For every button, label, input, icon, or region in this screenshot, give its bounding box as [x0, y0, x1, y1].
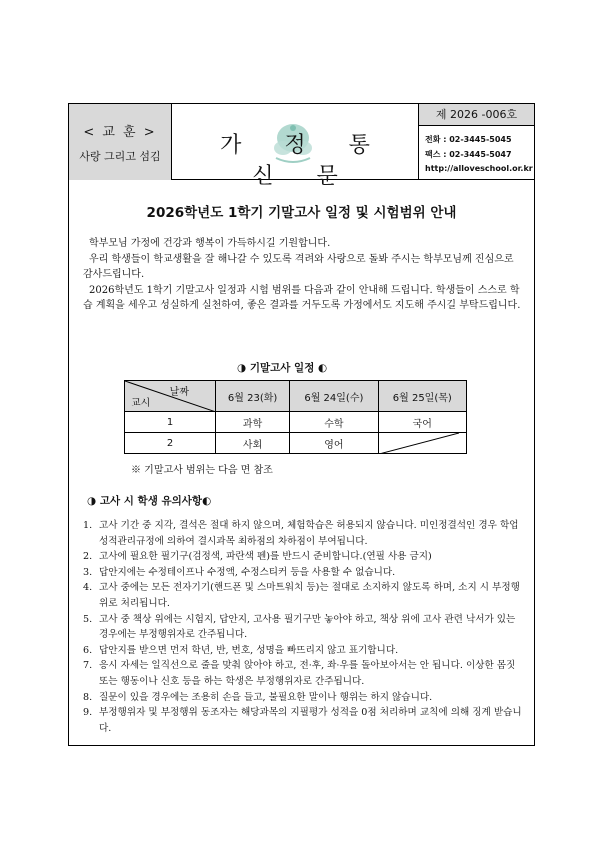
- list-item-number: 2.: [83, 551, 93, 563]
- list-item: [83, 549, 523, 565]
- corner-label-date: 날짜: [169, 387, 189, 398]
- student-rules-list: [83, 518, 523, 736]
- rules-section-title: ◑ 고사 시 학생 유의사항◐: [87, 495, 212, 507]
- empty-subject-cell: [378, 433, 466, 454]
- subject-cell: 영어: [290, 433, 378, 454]
- list-item: [83, 518, 523, 549]
- date-header: 6월 25일(목): [378, 381, 466, 412]
- list-item: [83, 690, 523, 706]
- table-row: [125, 412, 467, 433]
- exam-range-note: ※ 기말고사 범위는 다음 면 참조: [131, 465, 273, 476]
- corner-label-period: 교시: [131, 398, 151, 409]
- period-cell: 2: [125, 433, 216, 454]
- subject-cell: 사회: [216, 433, 290, 454]
- table-row: [125, 433, 467, 454]
- newsletter-title: 가 정 통 신 문: [220, 133, 388, 189]
- period-cell: 1: [125, 412, 216, 433]
- list-item-text: 부정행위자 및 부정행위 동조자는 해당과목의 지필평가 성적을 0점 처리하며 교칙에 의해 징계 받습니다.: [99, 707, 522, 734]
- date-header: 6월 23(화): [216, 381, 290, 412]
- list-item: [83, 658, 523, 689]
- phone-number: 전화 : 02-3445-5045: [425, 135, 512, 144]
- list-item: [83, 565, 523, 581]
- issue-number: 제 2026 -006호: [419, 104, 534, 126]
- list-item-number: 7.: [83, 660, 93, 672]
- list-item-number: 1.: [83, 520, 93, 531]
- list-item: [83, 580, 523, 611]
- list-item-text: 고사 중 책상 위에는 시험지, 답안지, 고사용 필기구만 놓아야 하고, 책상 위에 고사 관련 낙서가 있는 경우에는 부정행위자로 간주됩니다.: [99, 613, 516, 641]
- list-item-text: 응시 자세는 일직선으로 줄을 맞춰 앉아야 하고, 전·후, 좌·우를 돌아보아서는 안 됩니다. 이상한 몸짓 또는 행동이나 신호 등을 하는 학생은 부정행위자로 간주됩니다.: [99, 660, 516, 687]
- list-item-number: 3.: [83, 566, 93, 578]
- list-item-number: 9.: [83, 707, 93, 719]
- subject-cell: 국어: [378, 412, 466, 433]
- list-item: [83, 612, 523, 643]
- document-title: 2026학년도 1학기 기말고사 일정 및 시험범위 안내: [146, 205, 457, 221]
- list-item: [83, 643, 523, 659]
- issue-info: [418, 104, 534, 180]
- list-item-number: 8.: [83, 691, 93, 703]
- fax-number: 팩스 : 02-3445-5047: [425, 150, 512, 159]
- newsletter-header: [69, 104, 534, 189]
- table-corner-cell: [125, 381, 216, 412]
- schedule-section-title: ◑ 기말고사 일정 ◐: [237, 362, 328, 374]
- masthead: [172, 104, 418, 189]
- diagonal-line: [379, 433, 459, 454]
- school-motto-box: [69, 104, 172, 180]
- intro-paragraph: 학부모님 가정에 건강과 행복이 가득하시길 기원합니다.: [89, 238, 331, 249]
- motto-title: < 교 훈 >: [83, 125, 157, 140]
- subject-cell: 수학: [290, 412, 378, 433]
- list-item-text: 답안지를 받으면 먼저 학년, 반, 번호, 성명을 빠뜨리지 않고 표기합니다.: [99, 644, 399, 656]
- intro-text: [83, 236, 524, 314]
- exam-schedule-table: [124, 380, 467, 454]
- intro-paragraph: 2026학년도 1학기 기말고사 일정과 시험 범위를 다음과 같이 안내해 드립니다. 학생들이 스스로 학습 계획을 세우고 성실하게 실천하여, 좋은 결과를 거두도록 가정에서도 지도해 주시길 부탁드립니다.: [83, 284, 521, 312]
- motto-text: 사랑 그리고 섬김: [79, 150, 161, 163]
- list-item-number: 6.: [83, 644, 93, 656]
- list-item-text: 고사에 필요한 필기구(검정색, 파란색 펜)를 반드시 준비합니다.(연필 사용 금지): [99, 551, 432, 563]
- list-item: [83, 705, 523, 736]
- newsletter-frame: [68, 103, 535, 746]
- list-item-text: 고사 기간 중 지각, 결석은 절대 하지 않으며, 체험학습은 허용되지 않습니다. 미인정결석인 경우 학업성적관리규정에 의하여 결시과목 최하점의 차하점이 부여됩니다.: [99, 520, 519, 547]
- intro-paragraph: 우리 학생들이 학교생활을 잘 해나갈 수 있도록 격려와 사랑으로 돌봐 주시는 학부모님께 진심으로 감사드립니다.: [83, 253, 514, 281]
- list-item-text: 고사 중에는 모든 전자기기(핸드폰 및 스마트워치 등)는 절대로 소지하지 않도록 하며, 소지 시 부정행위로 처리됩니다.: [99, 582, 520, 609]
- date-header: 6월 24일(수): [290, 381, 378, 412]
- list-item-text: 답안지에는 수정테이프나 수정액, 수정스티커 등을 사용할 수 없습니다.: [99, 566, 396, 578]
- list-item-number: 5.: [83, 613, 93, 625]
- website-link[interactable]: http://alloveschool.or.kr: [425, 164, 533, 173]
- subject-cell: 과학: [216, 412, 290, 433]
- list-item-number: 4.: [83, 582, 93, 594]
- list-item-text: 질문이 있을 경우에는 조용히 손을 들고, 불필요한 말이나 행위는 하지 않습니다.: [99, 691, 433, 703]
